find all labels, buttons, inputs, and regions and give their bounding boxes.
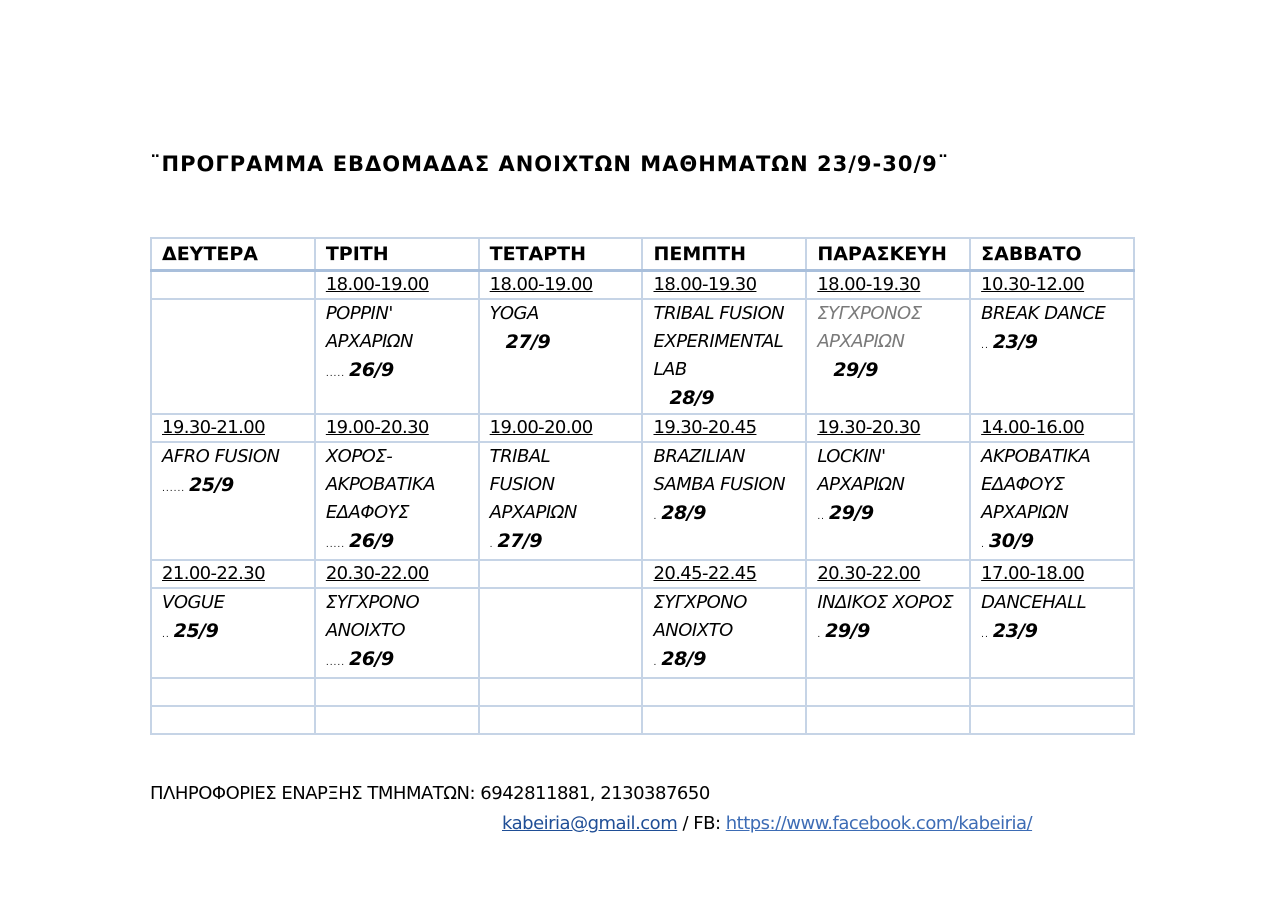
class-date: 23/9 <box>992 331 1038 353</box>
class-name: ΑΡΧΑΡΙΩΝ <box>325 331 414 352</box>
class-date-line <box>981 328 1123 360</box>
time-slot: 18.00-19.00 <box>325 274 429 295</box>
class-date: 27/9 <box>497 530 543 552</box>
class-name: SAMBA FUSION <box>653 474 786 495</box>
class-date: 28/9 <box>669 387 715 409</box>
class-row <box>151 588 1134 678</box>
time-slot: 19.30-20.45 <box>653 417 757 438</box>
class-row <box>151 442 1134 560</box>
class-cell-tuesday <box>315 442 479 560</box>
time-cell-tuesday <box>315 271 479 300</box>
dotted-leader: . <box>817 630 822 640</box>
info-phones: ΠΛΗΡΟΦΟΡΙΕΣ ΕΝΑΡΞΗΣ ΤΜΗΜΑΤΩΝ: 6942811881, 2130387650 <box>150 783 710 804</box>
class-date: 26/9 <box>349 359 394 381</box>
time-cell-saturday <box>970 271 1134 300</box>
email-link[interactable]: kabeiria@gmail.com <box>502 813 678 834</box>
empty-cell <box>806 678 970 706</box>
empty-cell <box>479 678 643 706</box>
class-name: DANCEHALL <box>981 592 1087 613</box>
page-title: ¨ΠΡΟΓΡΑΜΜΑ ΕΒΔΟΜΑΔΑΣ ΑΝΟΙΧΤΩΝ ΜΑΘΗΜΑΤΩΝ 23/9-30/9¨ <box>150 152 950 176</box>
class-name: ΑΚΡΟΒΑΤΙΚΑ <box>325 474 436 495</box>
time-cell-saturday <box>970 414 1134 442</box>
dotted-leader: ...... <box>162 484 186 494</box>
day-header-row <box>151 238 1134 271</box>
dotted-leader: ..... <box>325 369 346 379</box>
class-cell-friday <box>806 299 970 414</box>
time-slot: 18.00-19.30 <box>653 274 757 295</box>
empty-cell <box>806 706 970 734</box>
empty-cell <box>151 706 315 734</box>
class-cell-tuesday <box>315 299 479 414</box>
time-cell-wednesday <box>479 414 643 442</box>
class-date: 28/9 <box>661 648 706 670</box>
facebook-link[interactable]: https://www.facebook.com/kabeiria/ <box>725 813 1033 834</box>
day-header-tuesday: ΤΡΙΤΗ <box>315 238 479 271</box>
class-date-line <box>326 356 468 388</box>
fb-label: / FB: <box>677 813 726 834</box>
class-name: ΙΝΔΙΚΟΣ ΧΟΡΟΣ <box>817 592 954 613</box>
dotted-leader: . <box>489 540 494 550</box>
empty-cell <box>970 678 1134 706</box>
class-cell-monday <box>151 442 315 560</box>
time-cell-tuesday <box>315 560 479 588</box>
time-cell-monday <box>151 560 315 588</box>
class-name: TRIBAL <box>489 446 551 467</box>
empty-cell <box>642 706 806 734</box>
dotted-leader: ..... <box>325 658 346 668</box>
class-cell-monday <box>151 299 315 414</box>
class-name: LAB <box>653 359 687 380</box>
class-cell-thursday <box>642 442 806 560</box>
time-slot: 20.30-22.00 <box>817 563 921 584</box>
class-cell-thursday <box>642 299 806 414</box>
time-slot: 20.30-22.00 <box>325 563 429 584</box>
class-date-line <box>817 499 959 531</box>
class-cell-tuesday <box>315 588 479 678</box>
day-header-monday: ΔΕΥΤΕΡΑ <box>151 238 315 271</box>
class-name: LOCKIN' <box>817 446 886 467</box>
time-cell-friday <box>806 414 970 442</box>
class-name: ΣΥΓΧΡΟΝΟ <box>653 592 747 613</box>
time-slot: 19.00-20.00 <box>489 417 593 438</box>
class-cell-saturday <box>970 442 1134 560</box>
dotted-leader: ..... <box>325 540 346 550</box>
class-date-line <box>981 527 1123 559</box>
schedule-body <box>151 271 1134 735</box>
class-date: 26/9 <box>349 530 394 552</box>
time-cell-wednesday <box>479 560 643 588</box>
class-name: ΣΥΓΧΡΟΝΟ <box>325 592 420 613</box>
class-date: 27/9 <box>505 331 551 353</box>
class-name: ΕΔΑΦΟΥΣ <box>325 502 410 523</box>
time-slot: 19.30-21.00 <box>162 417 265 438</box>
time-slot: 21.00-22.30 <box>162 563 265 584</box>
class-date-line <box>981 617 1123 649</box>
class-date: 26/9 <box>349 648 394 670</box>
time-cell-tuesday <box>315 414 479 442</box>
class-name: AFRO FUSION <box>162 446 280 467</box>
time-cell-thursday <box>642 560 806 588</box>
day-header-thursday: ΠΕΜΠΤΗ <box>642 238 806 271</box>
class-date: 30/9 <box>989 530 1034 552</box>
empty-row <box>151 706 1134 734</box>
time-slot: 20.45-22.45 <box>653 563 757 584</box>
class-date-line <box>817 356 959 385</box>
time-slot: 18.00-19.30 <box>817 274 921 295</box>
contact-line <box>502 813 1032 834</box>
dotted-leader: .. <box>162 630 170 640</box>
empty-row <box>151 678 1134 706</box>
day-header-wednesday: ΤΕΤΑΡΤΗ <box>479 238 643 271</box>
time-cell-saturday <box>970 560 1134 588</box>
class-cell-wednesday <box>479 442 643 560</box>
dotted-leader: .. <box>817 512 826 522</box>
dotted-leader: . <box>653 658 658 668</box>
time-slot: 10.30-12.00 <box>981 274 1085 295</box>
time-cell-friday <box>806 560 970 588</box>
class-date-line <box>653 384 795 413</box>
class-name: YOGA <box>489 303 539 324</box>
class-name: POPPIN' <box>325 303 393 324</box>
class-cell-thursday <box>642 588 806 678</box>
class-name: BREAK DANCE <box>981 303 1106 324</box>
empty-cell <box>315 678 479 706</box>
class-row <box>151 299 1134 414</box>
class-cell-monday <box>151 588 315 678</box>
empty-cell <box>479 706 643 734</box>
class-date: 29/9 <box>829 502 874 524</box>
time-row <box>151 560 1134 588</box>
time-cell-monday <box>151 271 315 300</box>
class-name: EXPERIMENTAL <box>653 331 784 352</box>
time-slot: 19.30-20.30 <box>817 417 921 438</box>
day-header-saturday: ΣΑΒΒΑΤΟ <box>970 238 1134 271</box>
class-date-line <box>162 617 304 649</box>
time-slot: 14.00-16.00 <box>981 417 1085 438</box>
time-row <box>151 414 1134 442</box>
class-date: 29/9 <box>833 359 878 381</box>
class-cell-wednesday <box>479 299 643 414</box>
time-cell-monday <box>151 414 315 442</box>
time-slot: 18.00-19.00 <box>489 274 593 295</box>
class-cell-friday <box>806 442 970 560</box>
time-row <box>151 271 1134 300</box>
class-name: ΧΟΡΟΣ- <box>325 446 393 467</box>
class-date: 25/9 <box>173 620 219 642</box>
class-name: ΑΡΧΑΡΙΩΝ <box>817 331 905 352</box>
class-name: TRIBAL FUSION <box>653 303 785 324</box>
empty-cell <box>151 678 315 706</box>
empty-cell <box>315 706 479 734</box>
empty-cell <box>642 678 806 706</box>
class-date-line <box>490 527 632 559</box>
class-name: ΕΔΑΦΟΥΣ <box>981 474 1065 495</box>
class-name: ΑΡΧΑΡΙΩΝ <box>489 502 577 523</box>
class-date: 28/9 <box>661 502 706 524</box>
class-name: ΑΝΟΙΧΤΟ <box>653 620 733 641</box>
class-cell-wednesday <box>479 588 643 678</box>
class-date-line <box>817 617 959 649</box>
class-name: FUSION <box>489 474 555 495</box>
class-date: 29/9 <box>825 620 870 642</box>
dotted-leader: . <box>981 540 986 550</box>
time-cell-thursday <box>642 271 806 300</box>
class-name: ΑΝΟΙΧΤΟ <box>325 620 406 641</box>
class-date-line <box>326 527 468 559</box>
class-date: 23/9 <box>992 620 1038 642</box>
class-name: BRAZILIAN <box>653 446 745 467</box>
class-name: ΣΥΓΧΡΟΝΟΣ <box>817 303 922 324</box>
class-date-line <box>653 645 795 677</box>
dotted-leader: . <box>653 512 658 522</box>
class-cell-saturday <box>970 299 1134 414</box>
class-name: VOGUE <box>162 592 225 613</box>
class-name: ΑΡΧΑΡΙΩΝ <box>817 474 905 495</box>
class-name: ΑΡΧΑΡΙΩΝ <box>981 502 1069 523</box>
class-cell-friday <box>806 588 970 678</box>
class-date-line <box>326 645 468 677</box>
dotted-leader: .. <box>981 341 989 351</box>
class-name: ΑΚΡΟΒΑΤΙΚΑ <box>981 446 1091 467</box>
dotted-leader: .. <box>981 630 989 640</box>
class-date-line <box>653 499 795 531</box>
class-date: 25/9 <box>189 474 234 496</box>
day-header-friday: ΠΑΡΑΣΚΕΥΗ <box>806 238 970 271</box>
time-slot: 19.00-20.30 <box>325 417 429 438</box>
schedule-table <box>150 237 1135 735</box>
time-cell-thursday <box>642 414 806 442</box>
empty-cell <box>970 706 1134 734</box>
class-date-line <box>490 328 632 357</box>
time-slot: 17.00-18.00 <box>981 563 1085 584</box>
class-date-line <box>162 471 304 503</box>
time-cell-friday <box>806 271 970 300</box>
class-cell-saturday <box>970 588 1134 678</box>
time-cell-wednesday <box>479 271 643 300</box>
